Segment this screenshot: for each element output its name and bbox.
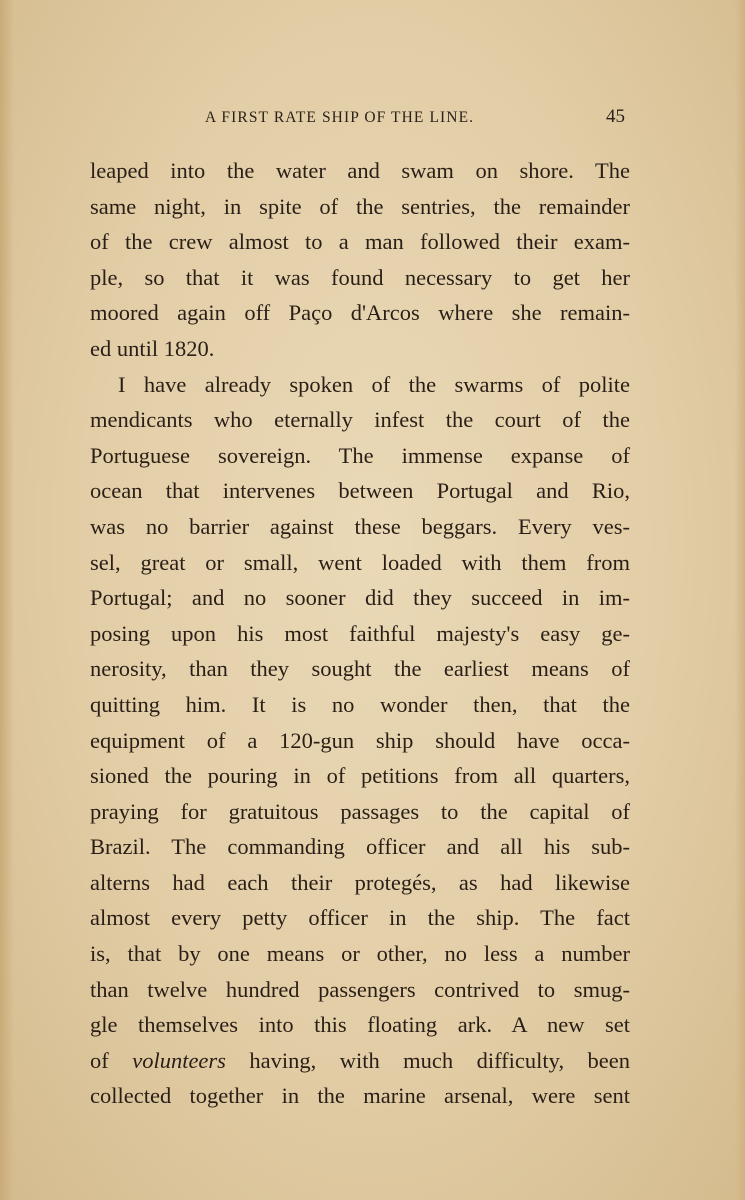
text-fragment: having, with much difficulty, been — [249, 1047, 630, 1073]
text-fragment: of — [90, 1047, 109, 1073]
text-line: quitting him. It is no wonder then, that the — [90, 691, 630, 717]
text-line: sioned the pouring in of petitions from all quarters, — [90, 763, 630, 789]
text-line: sel, great or small, went loaded with them from — [90, 549, 630, 575]
text-line: alterns had each their protegés, as had likewise — [90, 869, 630, 895]
page-edge-shadow-right — [735, 0, 745, 1200]
text-line: ple, so that it was found necessary to get her — [90, 264, 630, 290]
body-text — [90, 153, 630, 1114]
text-line: collected together in the marine arsenal, were sent — [90, 1083, 630, 1109]
text-line: praying for gratuitous passages to the capital of — [90, 798, 630, 824]
text-line: ocean that intervenes between Portugal and Rio, — [90, 478, 630, 504]
text-line: is, that by one means or other, no less a number — [90, 941, 630, 967]
text-line: was no barrier against these beggars. Every ves- — [90, 513, 630, 539]
paragraph-start-line: I have already spoken of the swarms of polite — [118, 371, 630, 397]
text-line: almost every petty officer in the ship. The fact — [90, 905, 630, 931]
text-line: mendicants who eternally infest the court of the — [90, 407, 630, 433]
text-line: of the crew almost to a man followed their exam- — [90, 229, 630, 255]
italic-word: volunteers — [132, 1047, 226, 1073]
page-number: 45 — [606, 106, 625, 127]
text-line: gle themselves into this floating ark. A new set — [90, 1012, 630, 1038]
text-line: moored again off Paço d'Arcos where she remain- — [90, 300, 630, 326]
text-line: leaped into the water and swam on shore. The — [90, 158, 630, 183]
text-line: nerosity, than they sought the earliest means of — [90, 656, 630, 682]
text-line-with-italic — [90, 1043, 630, 1079]
running-head — [88, 106, 633, 134]
text-line: Brazil. The commanding officer and all his sub- — [90, 834, 630, 860]
text-line: Portugal; and no sooner did they succeed in im- — [90, 585, 630, 611]
text-line: ed until 1820. — [90, 335, 215, 361]
running-title: A FIRST RATE SHIP OF THE LINE. — [205, 109, 475, 126]
text-line: than twelve hundred passengers contrived to smug- — [90, 976, 630, 1002]
text-line: equipment of a 120-gun ship should have occa- — [90, 727, 630, 753]
text-line: same night, in spite of the sentries, the remainder — [90, 193, 630, 219]
page-edge-shadow-left — [0, 0, 14, 1200]
text-line: posing upon his most faithful majesty's easy ge- — [90, 620, 630, 646]
text-line: Portuguese sovereign. The immense expanse of — [90, 442, 630, 468]
